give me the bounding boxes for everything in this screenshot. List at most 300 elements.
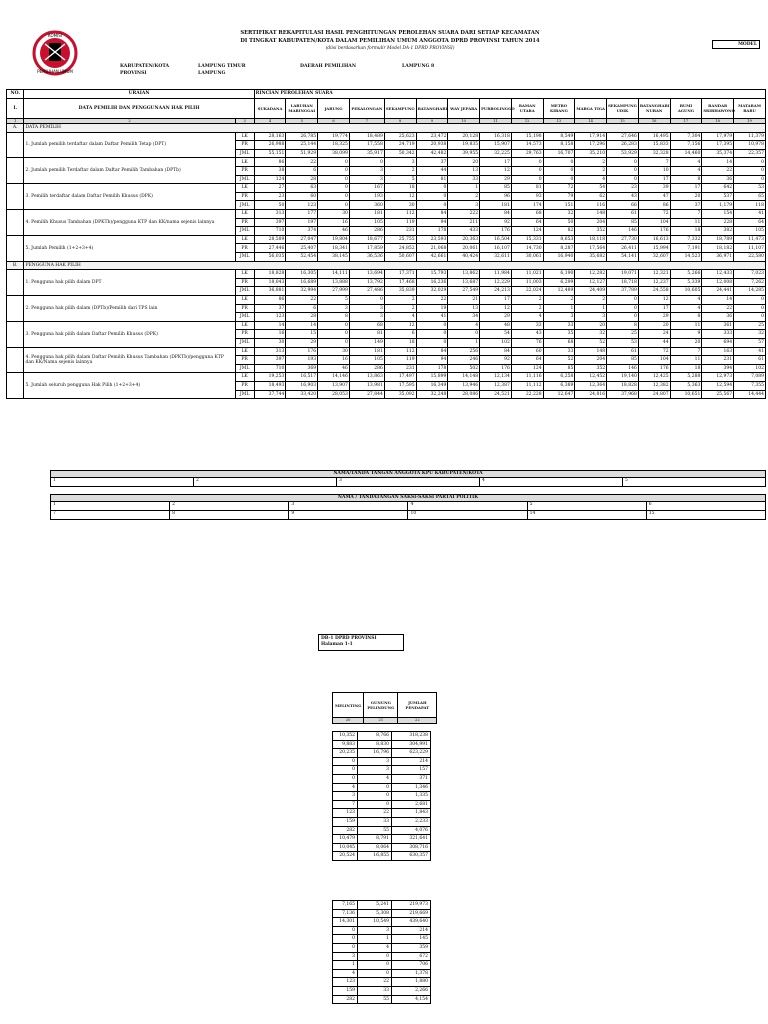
page2-index-cell: 20	[333, 718, 364, 724]
value-cell: 56,035	[254, 253, 286, 262]
value-cell: 0	[318, 201, 350, 210]
value-cell: 17	[480, 158, 512, 167]
page2-row	[333, 783, 431, 792]
row-label: 3. Pengguna hak pilih dalam Daftar Pemilih Khusus (DPK)	[24, 321, 235, 347]
value-cell: 12	[384, 192, 416, 201]
value-cell: 6	[286, 304, 318, 313]
value-cell: 20	[575, 321, 607, 330]
value-cell: 2	[511, 295, 543, 304]
value-cell: 27	[254, 184, 286, 193]
value-cell: 0	[607, 175, 639, 184]
value-cell: 17,497	[384, 373, 416, 382]
value-cell: 20,061	[448, 244, 480, 253]
page2-value-cell: 159	[333, 817, 358, 826]
value-cell: 25,623	[384, 132, 416, 141]
value-cell: 13	[448, 304, 480, 313]
page2-value-cell: 7	[333, 800, 358, 809]
page2-value-cell: 706	[392, 961, 431, 970]
value-cell: 20,938	[416, 141, 448, 150]
value-cell: 61	[607, 210, 639, 219]
value-cell: 63	[286, 184, 318, 193]
value-cell: 94	[416, 356, 448, 365]
value-cell: 13,888	[318, 278, 350, 287]
row-label: 2. Pengguna hak pilih dalam (DPTb)/Pemilih dari TPS lain	[24, 295, 235, 321]
kpu-signature-slot: 4	[480, 478, 623, 487]
district-header: JABUNG	[318, 98, 350, 118]
value-cell: 3	[349, 304, 384, 313]
value-cell: 710	[254, 227, 286, 236]
value-cell: 41	[416, 313, 448, 322]
row-no-i: I.	[7, 98, 24, 118]
value-cell: 8	[318, 313, 350, 322]
value-cell: 36,881	[254, 287, 286, 296]
value-cell: 124	[511, 227, 543, 236]
index-cell: 9	[416, 118, 448, 124]
page2-value-cell: 3	[358, 757, 392, 766]
value-cell: 14	[702, 158, 734, 167]
page2-row	[333, 800, 431, 809]
value-cell: 197	[286, 218, 318, 227]
value-cell: 60	[286, 192, 318, 201]
page2-value-cell: 7,136	[333, 909, 358, 918]
value-cell: 76	[511, 338, 543, 347]
value-cell: 14	[254, 321, 286, 330]
value-cell: 116	[575, 201, 607, 210]
page2-col-header: MELINTING	[333, 693, 364, 718]
value-cell: 50	[254, 201, 286, 210]
value-cell: 0	[318, 167, 350, 176]
value-cell: 17,859	[349, 244, 384, 253]
value-cell: 96	[480, 192, 512, 201]
district-header: BUMI AGUNG	[670, 98, 702, 118]
page2-header-table	[332, 692, 437, 724]
value-cell: 9	[670, 330, 702, 339]
value-cell: 0	[607, 295, 639, 304]
value-cell: 39	[638, 184, 670, 193]
value-cell: 352	[575, 227, 607, 236]
value-cell: 502	[448, 364, 480, 373]
gender-key: LK	[235, 210, 254, 219]
value-cell: 231	[702, 356, 734, 365]
value-cell: 11	[670, 218, 702, 227]
page2-value-cell: 10,352	[333, 732, 358, 741]
value-cell: 32,607	[638, 253, 670, 262]
value-cell: 15,833	[638, 141, 670, 150]
page2-value-cell: 214	[392, 757, 431, 766]
value-cell: 14,111	[318, 270, 350, 279]
district-header: RAMAN UTARA	[511, 98, 543, 118]
value-cell: 16,517	[286, 373, 318, 382]
row-label: 5. Jumlah Pemilih (1+2+3+4)	[24, 235, 235, 261]
value-cell: 0	[734, 295, 766, 304]
saksi-signature-header: NAMA / TANDATANGAN SAKSI-SAKSI PARTAI POLITIK	[51, 495, 766, 502]
value-cell: 0	[318, 175, 350, 184]
saksi-signature-slot: 14	[527, 511, 646, 520]
page2-value-cell: 0	[333, 774, 358, 783]
section-label: PENGGUNA HAK PILIH	[24, 261, 766, 270]
value-cell: 25,407	[286, 244, 318, 253]
value-cell: 228	[702, 218, 734, 227]
value-cell: 2	[575, 158, 607, 167]
value-cell: 29	[480, 175, 512, 184]
value-cell: 44	[638, 338, 670, 347]
page2-value-cell: 214	[392, 926, 431, 935]
value-cell: 28	[286, 313, 318, 322]
gender-key: PR	[235, 141, 254, 150]
value-cell: 124	[511, 364, 543, 373]
value-cell: 19	[416, 304, 448, 313]
value-cell: 15,331	[511, 235, 543, 244]
gender-key: PR	[235, 167, 254, 176]
row-no	[7, 270, 24, 296]
row-no	[7, 132, 24, 158]
table-row	[7, 295, 766, 304]
row-no	[7, 295, 24, 321]
col-uraian: URAIAN	[24, 90, 254, 99]
row-label: 1. Jumlah pemilih terdaftar dalam Daftar Pemilih Tetap (DPT)	[24, 132, 235, 158]
page2-value-cell: 20,524	[333, 852, 358, 861]
value-cell: 123	[254, 313, 286, 322]
table-row	[7, 235, 766, 244]
value-cell: 8	[670, 313, 702, 322]
value-cell: 397	[254, 356, 286, 365]
value-cell: 12	[480, 167, 512, 176]
value-cell: 32	[734, 330, 766, 339]
value-cell: 0	[318, 192, 350, 201]
value-cell: 18	[670, 364, 702, 373]
saksi-signature-slot: 8	[170, 511, 289, 520]
value-cell: 246	[448, 356, 480, 365]
value-cell: 3	[318, 304, 350, 313]
value-cell: 14,285	[734, 287, 766, 296]
value-cell: 0	[734, 304, 766, 313]
value-cell: 12,134	[480, 373, 512, 382]
value-cell: 176	[638, 227, 670, 236]
value-cell: 178	[416, 227, 448, 236]
value-cell: 313	[254, 210, 286, 219]
value-cell: 21,068	[416, 244, 448, 253]
value-cell: 0	[607, 158, 639, 167]
value-cell: 10	[638, 167, 670, 176]
value-cell: 29,763	[511, 149, 543, 158]
value-cell: 24,213	[480, 287, 512, 296]
value-cell: 38,099	[318, 149, 350, 158]
page2-row	[333, 766, 431, 775]
value-cell: 24,558	[638, 287, 670, 296]
page2-row	[333, 740, 431, 749]
value-cell: 16,689	[286, 278, 318, 287]
value-cell: 313	[254, 347, 286, 356]
value-cell: 0	[734, 167, 766, 176]
value-cell: 18,789	[702, 235, 734, 244]
value-cell: 361	[702, 321, 734, 330]
value-cell: 30	[318, 210, 350, 219]
value-cell: 28,163	[254, 132, 286, 141]
value-cell: 17,371	[384, 270, 416, 279]
value-cell: 16	[318, 218, 350, 227]
value-cell: 18	[384, 338, 416, 347]
value-cell: 148	[575, 347, 607, 356]
value-cell: 181	[349, 347, 384, 356]
saksi-signature-slot: 3	[289, 502, 408, 511]
header-row-2	[7, 98, 766, 118]
value-cell: 35,374	[702, 149, 734, 158]
value-cell: 15,793	[416, 270, 448, 279]
value-cell: 4	[670, 158, 702, 167]
value-cell: 54	[480, 330, 512, 339]
db-label-box	[318, 634, 404, 651]
value-cell: 60	[511, 347, 543, 356]
kpu-signature-slot: 5	[623, 478, 766, 487]
value-cell: 48	[480, 321, 512, 330]
value-cell: 12	[480, 304, 512, 313]
value-cell: 20	[670, 192, 702, 201]
gender-key: PR	[235, 192, 254, 201]
value-cell: 22	[416, 295, 448, 304]
page2-value-cell: 10,479	[333, 835, 358, 844]
value-cell: 11,021	[511, 270, 543, 279]
value-cell: 174	[511, 201, 543, 210]
value-cell: 22	[702, 304, 734, 313]
district-header: SUKADANA	[254, 98, 286, 118]
value-cell: 17,914	[575, 132, 607, 141]
value-cell: 18,718	[607, 278, 639, 287]
page2-value-cell: 14,301	[333, 918, 358, 927]
value-cell: 12,008	[702, 278, 734, 287]
value-cell: 10,651	[670, 390, 702, 399]
dapil-value: LAMPUNG 8	[402, 64, 435, 69]
value-cell: 0	[416, 192, 448, 201]
value-cell: 211	[448, 218, 480, 227]
page2-table-a	[332, 731, 431, 861]
value-cell: 18,828	[254, 270, 286, 279]
value-cell: 86	[254, 295, 286, 304]
page2-row	[333, 774, 431, 783]
gender-key: JML	[235, 338, 254, 347]
row-no	[7, 235, 24, 261]
gender-key: LK	[235, 132, 254, 141]
db-label: DB-1 DPRD PROVINSI	[321, 636, 377, 641]
value-cell: 5	[384, 175, 416, 184]
index-cell: 8	[384, 118, 416, 124]
value-cell: 18	[384, 184, 416, 193]
gender-key: JML	[235, 201, 254, 210]
value-cell: 0	[607, 167, 639, 176]
value-cell: 25	[734, 321, 766, 330]
value-cell: 37,744	[254, 390, 286, 399]
saksi-signature-slot: 2	[170, 502, 289, 511]
value-cell: 176	[286, 347, 318, 356]
value-cell: 27,730	[607, 235, 639, 244]
value-cell: 1	[575, 304, 607, 313]
value-cell: 37	[254, 304, 286, 313]
page2-row	[333, 978, 431, 987]
svg-text:PEMILIHAN UMUM: PEMILIHAN UMUM	[37, 69, 73, 74]
value-cell: 6,190	[543, 270, 575, 279]
row-label: 2. Jumlah pemilih Terdaftar dalam Daftar Pemilih Tambahan (DPTb)	[24, 158, 235, 184]
header-row-1	[7, 90, 766, 99]
value-cell: 24	[638, 330, 670, 339]
page2-value-cell: 9,883	[333, 740, 358, 749]
value-cell: 0	[734, 175, 766, 184]
value-cell: 12,594	[702, 381, 734, 390]
page2-value-cell: 4	[358, 774, 392, 783]
value-cell: 15,994	[638, 244, 670, 253]
value-cell: 6	[384, 330, 416, 339]
value-cell: 46	[318, 364, 350, 373]
value-cell: 12,321	[638, 270, 670, 279]
value-cell: 38	[254, 167, 286, 176]
value-cell: 17	[480, 295, 512, 304]
section-label: DATA PEMILIH	[24, 124, 766, 133]
value-cell: 52,454	[286, 253, 318, 262]
row-no	[7, 321, 24, 347]
value-cell: 41	[734, 347, 766, 356]
value-cell: 23	[607, 184, 639, 193]
table-row	[7, 132, 766, 141]
value-cell: 382	[702, 227, 734, 236]
value-cell: 37	[416, 158, 448, 167]
page2-value-cell: 22	[358, 978, 392, 987]
value-cell: 2	[575, 295, 607, 304]
value-cell: 11,112	[511, 381, 543, 390]
value-cell: 1	[448, 184, 480, 193]
value-cell: 193	[286, 356, 318, 365]
value-cell: 8,287	[543, 244, 575, 253]
kab-label: KABUPATEN/KOTA	[120, 64, 170, 69]
value-cell: 7,262	[734, 278, 766, 287]
page2-value-cell: 55	[358, 826, 392, 835]
value-cell: 8	[607, 321, 639, 330]
value-cell: 7,023	[734, 270, 766, 279]
value-cell: 29	[638, 313, 670, 322]
value-cell: 24,409	[575, 287, 607, 296]
page2-value-cell: 672	[392, 952, 431, 961]
table-row	[7, 270, 766, 279]
value-cell: 27,844	[349, 390, 384, 399]
value-cell: 18,043	[254, 278, 286, 287]
value-cell: 43	[607, 192, 639, 201]
gender-key: JML	[235, 227, 254, 236]
value-cell: 119	[384, 356, 416, 365]
page2-row	[333, 995, 431, 1004]
page2-row	[333, 935, 431, 944]
page2-value-cell: 8,766	[358, 732, 392, 741]
value-cell: 13,907	[318, 381, 350, 390]
value-cell: 12,127	[575, 278, 607, 287]
value-cell: 53	[607, 338, 639, 347]
value-cell: 24,816	[575, 390, 607, 399]
gender-key: PR	[235, 218, 254, 227]
value-cell: 18,677	[349, 235, 384, 244]
row-label: 1. Pengguna hak pilih dalam DPT	[24, 270, 235, 296]
table-row	[7, 321, 766, 330]
value-cell: 7	[638, 158, 670, 167]
page2-value-cell: 0	[333, 935, 358, 944]
value-cell: 123	[286, 201, 318, 210]
value-cell: 24,719	[384, 141, 416, 150]
value-cell: 2	[511, 304, 543, 313]
value-cell: 286	[349, 227, 384, 236]
value-cell: 176	[480, 227, 512, 236]
value-cell: 6	[286, 167, 318, 176]
value-cell: 16	[254, 330, 286, 339]
page2-value-cell: 20,235	[333, 749, 358, 758]
subtitle: (diisi berdasarkan formulir Model DA-1 DPRD PROVINSI)	[325, 46, 455, 51]
value-cell: 537	[702, 192, 734, 201]
value-cell: 102	[734, 364, 766, 373]
section-no: A.	[7, 124, 24, 133]
value-cell: 84	[480, 210, 512, 219]
page2-value-cell: 22	[358, 809, 392, 818]
value-cell: 0	[416, 321, 448, 330]
gender-key: JML	[235, 253, 254, 262]
value-cell: 22,228	[511, 390, 543, 399]
page2-value-cell: 282	[333, 826, 358, 835]
value-cell: 149	[349, 338, 384, 347]
value-cell: 19,774	[318, 132, 350, 141]
table-row	[7, 184, 766, 193]
gender-key: PR	[235, 244, 254, 253]
value-cell: 16,707	[543, 149, 575, 158]
page2-value-cell: 630,357	[392, 852, 431, 861]
saksi-signature-slot: 10	[408, 511, 527, 520]
district-header: BANDAR SRIBHAWONO	[702, 98, 734, 118]
value-cell: 0	[448, 330, 480, 339]
value-cell: 52	[543, 356, 575, 365]
page2-row	[333, 817, 431, 826]
index-cell: 15	[607, 118, 639, 124]
value-cell: 7,355	[734, 381, 766, 390]
value-cell: 3	[384, 158, 416, 167]
value-cell: 46	[318, 227, 350, 236]
value-cell: 17	[638, 175, 670, 184]
page2-value-cell: 1	[333, 961, 358, 970]
value-cell: 22,580	[734, 253, 766, 262]
page2-row	[333, 901, 431, 910]
value-cell: 20	[638, 321, 670, 330]
page2-value-cell: 33	[358, 986, 392, 995]
value-cell: 15,899	[416, 373, 448, 382]
page2-row	[333, 732, 431, 741]
page2-value-cell: 0	[358, 783, 392, 792]
value-cell: 16,613	[638, 235, 670, 244]
value-cell: 64	[511, 356, 543, 365]
value-cell: 24,521	[480, 390, 512, 399]
value-cell: 20,128	[448, 132, 480, 141]
value-cell: 72	[638, 347, 670, 356]
value-cell: 5	[318, 295, 350, 304]
value-cell: 64	[734, 218, 766, 227]
value-cell: 112	[384, 210, 416, 219]
value-cell: 17,979	[702, 132, 734, 141]
value-cell: 18,828	[607, 381, 639, 390]
value-cell: 94	[416, 218, 448, 227]
page2-value-cell: 308,716	[392, 843, 431, 852]
row-no	[7, 373, 24, 399]
page2-value-cell: 0	[358, 961, 392, 970]
page2-value-cell: 219,973	[392, 901, 431, 910]
gender-key: PR	[235, 278, 254, 287]
saksi-signature-slot: 9	[289, 511, 408, 520]
value-cell: 15,198	[511, 132, 543, 141]
page2-value-cell: 123	[333, 978, 358, 987]
value-cell: 105	[349, 356, 384, 365]
value-cell: 13,946	[448, 381, 480, 390]
value-cell: 84	[480, 347, 512, 356]
value-cell: 3	[349, 175, 384, 184]
value-cell: 6,299	[543, 278, 575, 287]
